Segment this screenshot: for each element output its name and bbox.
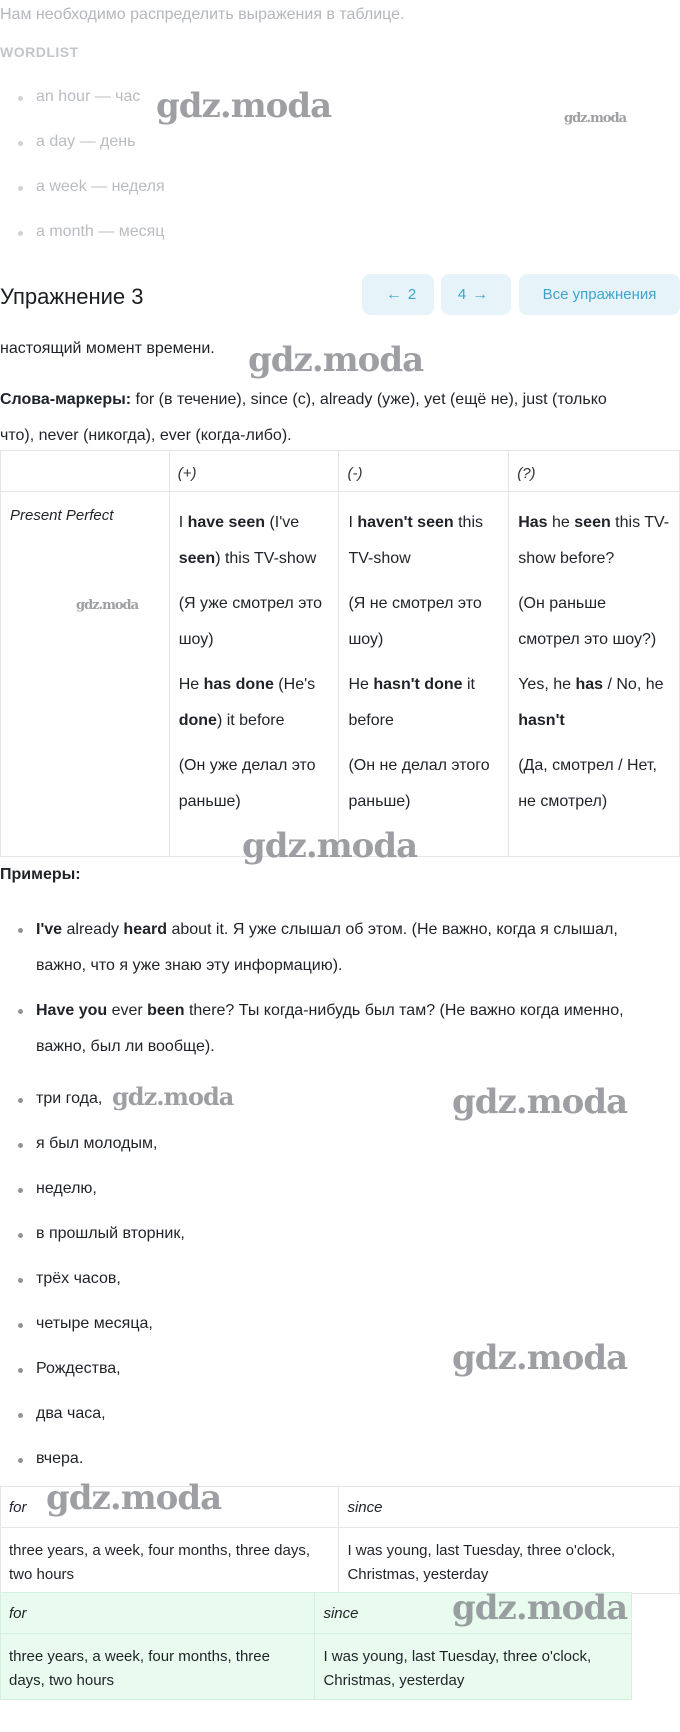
- wordlist-item: a week — неделя: [0, 178, 165, 223]
- next-exercise-label: 4: [457, 286, 467, 303]
- for-header: for: [1, 1593, 315, 1634]
- watermark: gdz.moda: [76, 598, 139, 613]
- wordlist-item: a month — месяц: [0, 223, 165, 268]
- since-header: since: [315, 1593, 632, 1634]
- prev-exercise-label: 2: [407, 286, 417, 303]
- question-translation-1: (Он раньше смотрел это шоу?): [518, 595, 657, 648]
- word-item: вчера.: [0, 1450, 185, 1495]
- watermark: gdz.moda: [452, 1338, 628, 1378]
- grammar-header-cell: (+): [169, 451, 339, 492]
- negative-cell: [339, 492, 509, 857]
- answer-row: [1, 1528, 680, 1594]
- positive-translation-2: (Он уже делал это раньше): [178, 757, 316, 810]
- positive-example-2: He has done (He's done) it before: [178, 676, 316, 729]
- question-translation-2: (Да, смотрел / Нет, не смотрел): [518, 757, 657, 810]
- wordlist: [0, 88, 165, 268]
- grammar-header-cell: (-): [339, 451, 509, 492]
- example-item: I've already heard about it. Я уже слышал об этом. (Не важно, когда я слышал, важно, что я уже знаю эту информацию).: [0, 912, 640, 984]
- positive-translation-1: (Я уже смотрел это шоу): [178, 595, 323, 648]
- since-values: I was young, last Tuesday, three o'clock, Christmas, yesterday: [315, 1634, 632, 1700]
- tense-label: Present Perfect: [1, 492, 170, 857]
- next-exercise-button[interactable]: [441, 274, 511, 315]
- markers-label: Слова-маркеры:: [0, 391, 132, 408]
- since-header: since: [339, 1487, 680, 1528]
- for-values: three years, a week, four months, three days, two hours: [1, 1528, 339, 1594]
- question-example-1: Has he seen this TV-show before?: [518, 514, 670, 567]
- watermark: gdz.moda: [452, 1082, 628, 1122]
- markers-paragraph: [0, 382, 640, 454]
- watermark: gdz.moda: [156, 86, 332, 126]
- watermark: gdz.moda: [452, 1588, 628, 1628]
- grammar-header-cell: (?): [509, 451, 680, 492]
- wordlist-item: a day — день: [0, 133, 165, 178]
- negative-example-2: He hasn't done it before: [348, 676, 475, 729]
- words-list: [0, 1090, 185, 1495]
- word-item: в прошлый вторник,: [0, 1225, 185, 1270]
- for-values: three years, a week, four months, three days, two hours: [1, 1634, 315, 1700]
- watermark: gdz.moda: [112, 1082, 234, 1111]
- since-values: I was young, last Tuesday, three o'clock, Christmas, yesterday: [339, 1528, 680, 1594]
- arrow-right-icon: →: [472, 285, 489, 303]
- watermark: gdz.moda: [46, 1478, 222, 1518]
- answer-row: [1, 1634, 632, 1700]
- exercise-title: Упражнение 3: [0, 284, 144, 309]
- grammar-header-row: [1, 451, 680, 492]
- wordlist-title: WORDLIST: [0, 44, 79, 60]
- positive-example-1: I have seen (I've seen) this TV-show: [178, 514, 317, 567]
- negative-example-1: I haven't seen this TV-show: [348, 514, 483, 567]
- word-item: я был молодым,: [0, 1135, 185, 1180]
- all-exercises-button[interactable]: Все упражнения: [519, 274, 680, 315]
- word-item: четыре месяца,: [0, 1315, 185, 1360]
- prev-exercise-button[interactable]: [362, 274, 434, 315]
- word-item: два часа,: [0, 1405, 185, 1450]
- grammar-body-row: [1, 492, 680, 857]
- for-header: for: [1, 1487, 339, 1528]
- watermark: gdz.moda: [242, 826, 418, 866]
- examples-list: [0, 912, 640, 1074]
- negative-translation-2: (Он не делал этого раньше): [348, 757, 490, 810]
- grammar-table: [0, 450, 680, 857]
- watermark: gdz.moda: [248, 340, 424, 380]
- intro-text: Нам необходимо распределить выражения в таблице.: [0, 6, 405, 23]
- examples-title: Примеры:: [0, 866, 81, 883]
- wordlist-item: an hour — час: [0, 88, 165, 133]
- word-item: трёх часов,: [0, 1270, 185, 1315]
- grammar-header-cell: [1, 451, 170, 492]
- markers-text: for (в течение), since (с), already (уже), yet (ещё не), just (только что), never (никогда), ever (когда-либо).: [0, 391, 607, 444]
- negative-translation-1: (Я не смотрел это шоу): [348, 595, 482, 648]
- word-item: неделю,: [0, 1180, 185, 1225]
- word-item: три года,: [0, 1090, 185, 1135]
- moment-text: настоящий момент времени.: [0, 340, 215, 357]
- watermark: gdz.moda: [564, 111, 627, 126]
- example-item: Have you ever been there? Ты когда-нибудь был там? (Не важно когда именно, важно, был ли вообще).: [0, 993, 640, 1065]
- positive-cell: [169, 492, 339, 857]
- arrow-left-icon: ←: [385, 285, 402, 303]
- word-item: Рождества,: [0, 1360, 185, 1405]
- question-example-2: Yes, he has / No, he hasn't: [518, 676, 664, 729]
- question-cell: [509, 492, 680, 857]
- exercise-header: [0, 274, 680, 318]
